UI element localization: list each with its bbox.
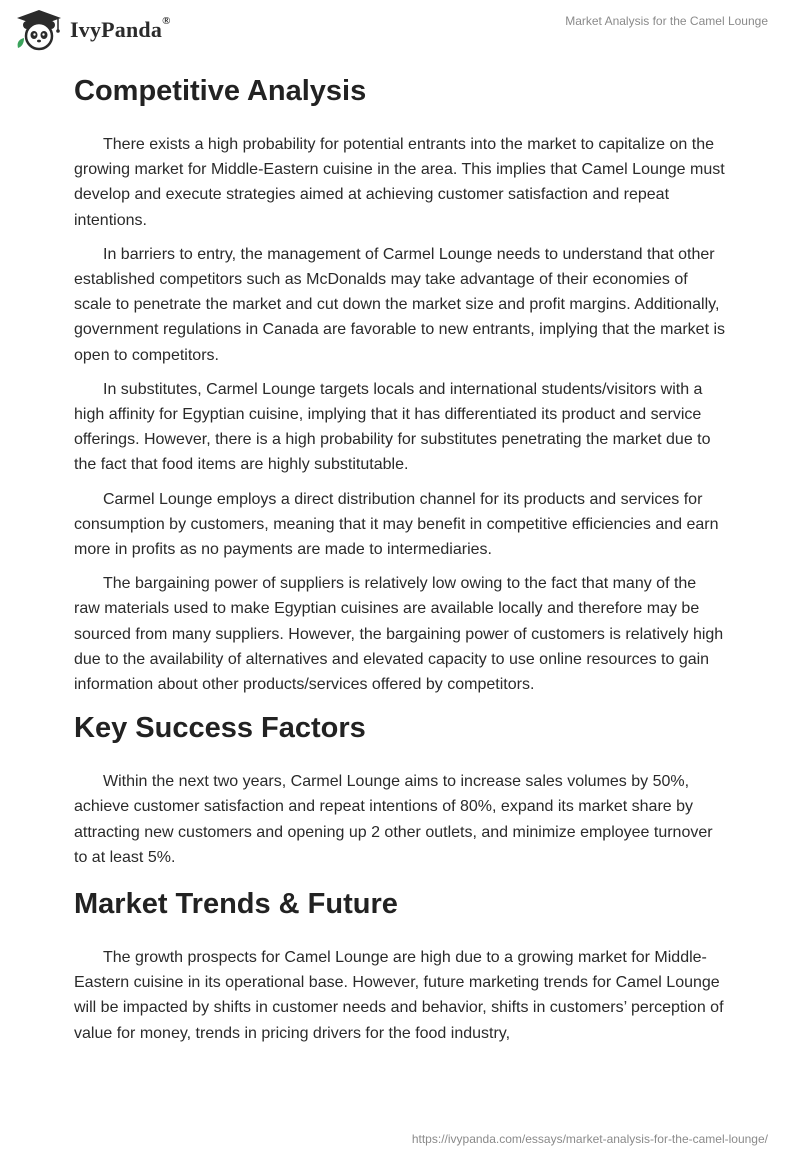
paragraph: Within the next two years, Carmel Lounge aims to increase sales volumes by 50%, achieve customer satisfaction and repeat intentions of 80%, expand its market share by attracting new customers and opening up 2 other outlets, and minimize employee turnover to at least 5%. (74, 773, 713, 866)
brand-name: IvyPanda® (70, 15, 171, 42)
paragraph: The bargaining power of suppliers is relatively low owing to the fact that many of the raw materials used to make Egyptian cuisines are available locally and therefore may be sourced from many suppliers. However, the bargaining power of customers is relatively high due to the availability of alternatives and elevated capacity to use online resources to gain information about other products/services offered by competitors. (74, 575, 724, 694)
panda-graduate-icon (14, 8, 64, 52)
paragraph: In barriers to entry, the management of Carmel Lounge needs to understand that other established competitors such as McDonalds may take advantage of their economies of scale to penetrate the market and cut down the market size and profit margins. Additionally, government regulations in Canada are favorable to new entrants, implying that the market is open to competitors. (74, 245, 726, 364)
section-heading-market-trends: Market Trends & Future (74, 888, 398, 921)
paragraph: There exists a high probability for potential entrants into the market to capitalize on the growing market for Middle-Eastern cuisine in the area. This implies that Camel Lounge must develop and execute strategies aimed at achieving customer satisfaction and repeat intentions. (74, 136, 725, 229)
brand-logo[interactable] (14, 8, 171, 52)
paragraph: In substitutes, Carmel Lounge targets locals and international students/visitors with a high affinity for Egyptian cuisine, implying that it has differentiated its product and service offerings. However, there is a high probability for substitutes penetrating the market due to the fact that food items are highly substitutable. (74, 380, 711, 474)
section-heading-key-success-factors: Key Success Factors (74, 712, 366, 745)
paragraph: The growth prospects for Camel Lounge are high due to a growing market for Middle-Eastern cuisine in its operational base. However, future marketing trends for Camel Lounge will be impacted by shifts in customer needs and behavior, shifts in customers’ perception of value for money, trends in pricing drivers for the food industry, (74, 949, 724, 1042)
page-header (0, 0, 800, 60)
section-heading-competitive-analysis: Competitive Analysis (74, 75, 367, 107)
document-title: Market Analysis for the Camel Lounge (565, 14, 768, 28)
paragraph: Carmel Lounge employs a direct distribution channel for its products and services for consumption by customers, meaning that it may benefit in competitive efficiencies and earn more in profits as no payments are made to intermediaries. (74, 490, 719, 559)
essay-content (74, 70, 726, 1046)
source-url[interactable]: https://ivypanda.com/essays/market-analysis-for-the-camel-lounge/ (411, 1132, 768, 1146)
